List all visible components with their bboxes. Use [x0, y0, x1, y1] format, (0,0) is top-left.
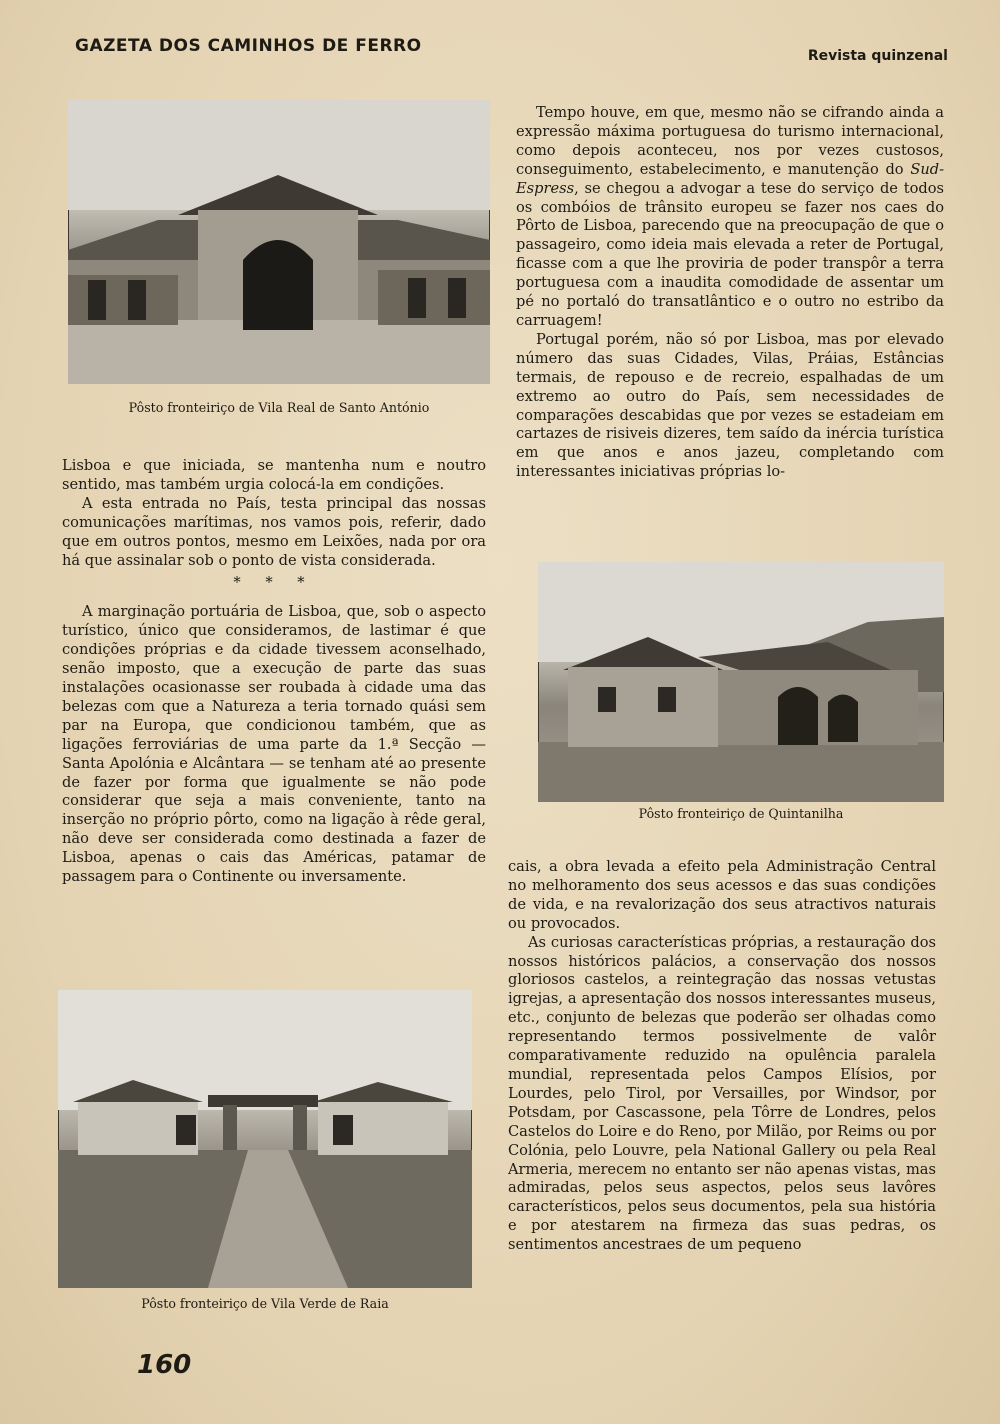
paragraph: A esta entrada no País, testa principal das nossas comunicações marítimas, nos vamos pois, referir, dado que em outros pontos, mesmo em Leixões, nada por ora há que assinalar sob o ponto de vista considerada. — [62, 494, 486, 569]
caption-photo-quintanilha: Pôsto fronteiriço de Quintanilha — [638, 806, 844, 821]
text-run: , se chegou a advogar a tese do serviço de todos os combóios de trânsito europeu se fazer nos caes do Pôrto de Lisboa, parecendo que na preocupação de que o passageiro, como ideia mais elevada a reter de Portugal, ficasse com a que lhe proviria de poder transpôr a terra portuguesa com a inaudita comodidade de assentar um pé no portaló do transatlântico e o outro no estribo da carruagem! — [516, 179, 944, 329]
caption-photo-vila-verde-de-raia: Pôsto fronteiriço de Vila Verde de Raia — [141, 1296, 389, 1311]
right-column-text-lower — [508, 858, 936, 1255]
paragraph — [516, 104, 944, 331]
page-number: 160 — [137, 1350, 192, 1380]
journal-subtitle: Revista quinzenal — [807, 48, 948, 64]
caption-photo-vila-real: Pôsto fronteiriço de Vila Real de Santo António — [128, 400, 430, 415]
text-run: Tempo houve, em que, mesmo não se cifrando ainda a expressão máxima portuguesa do turismo internacional, como depois aconteceu, nos por vezes custosos, conseguimento, estabelecimento, e manutenção do — [516, 104, 944, 178]
paragraph: Lisboa e que iniciada, se mantenha num e noutro sentido, mas também urgia colocá-la em condições. — [62, 457, 486, 493]
photo-quintanilha-border-post — [538, 562, 944, 802]
photo-vila-verde-de-raia-border-post — [58, 990, 472, 1288]
paragraph: As curiosas características próprias, a restauração dos nossos históricos palácios, a conservação dos nossos gloriosos castelos, a reintegração das nossas vetustas igrejas, a apresentação dos nossos interessantes museus, etc., conjunto de belezas que poderão ser olhadas como representando termos possivelmente de valôr comparativamente reduzido na opulência paralela mundial, representada pelos Campos Elísios, por Lourdes, pelo Tirol, por Versailles, por Windsor, por Potsdam, por Cascassone, pela Tôrre de Londres, pelos Castelos do Loire e do Reno, por Milão, por Reims ou por Colónia, pelo Louvre, pela National Gallery ou pela Real Armeria, merecem no entanto ser não apenas vistas, mas admiradas, pelos seus aspectos, pelos seus lavôres característicos, pelos seus documentos, pela sua história e por atestarem na firmeza das suas pedras, os sentimentos ancestraes de um pequeno — [508, 933, 936, 1254]
paragraph: A marginação portuária de Lisboa, que, sob o aspecto turístico, único que consideramos, de lastimar é que condições próprias e da cidade tivessem aconselhado, senão imposto, que a execução de parte das suas instalações ocasionasse ser roubada à cidade uma das belezas com que a Natureza a teria tornado quási sem par na Europa, que condicionou também, que as ligações ferroviárias de uma parte da 1.ª Secção — Santa Apolónia e Alcântara — se tenham até ao presente de fazer por forma que igualmente se não pode considerar que seja a mais conveniente, tanto na inserção no próprio pôrto, como na ligação à rêde geral, não deve ser considerada como destinada a fazer de Lisboa, apenas o cais das Américas, patamar de passagem para o Continente ou inversamente. — [62, 603, 486, 886]
paragraph: cais, a obra levada a efeito pela Administração Central no melhoramento dos seus acessos e das suas condições de vida, e na revalorização dos seus atractivos naturais ou provocados. — [508, 858, 936, 932]
photo-vila-real-border-post — [68, 100, 490, 384]
left-column-text — [62, 457, 486, 887]
journal-title: GAZETA DOS CAMINHOS DE FERRO — [75, 36, 422, 56]
section-separator: * * * — [233, 574, 315, 592]
paragraph: Portugal porém, não só por Lisboa, mas por elevado número das suas Cidades, Vilas, Práias, Estâncias termais, de repouso e de recreio, espalhadas de um extremo ao outro do País, sem necessidades de comparações descabidas que por vezes se estadeiam em cartazes de risiveis dizeres, tem saído da inércia turística em que anos e anos jazeu, completando com interessantes iniciativas próprias lo- — [516, 330, 944, 481]
emphasis-sud-espress: Sud-Espress — [516, 160, 944, 197]
right-column-text-upper — [516, 104, 944, 482]
